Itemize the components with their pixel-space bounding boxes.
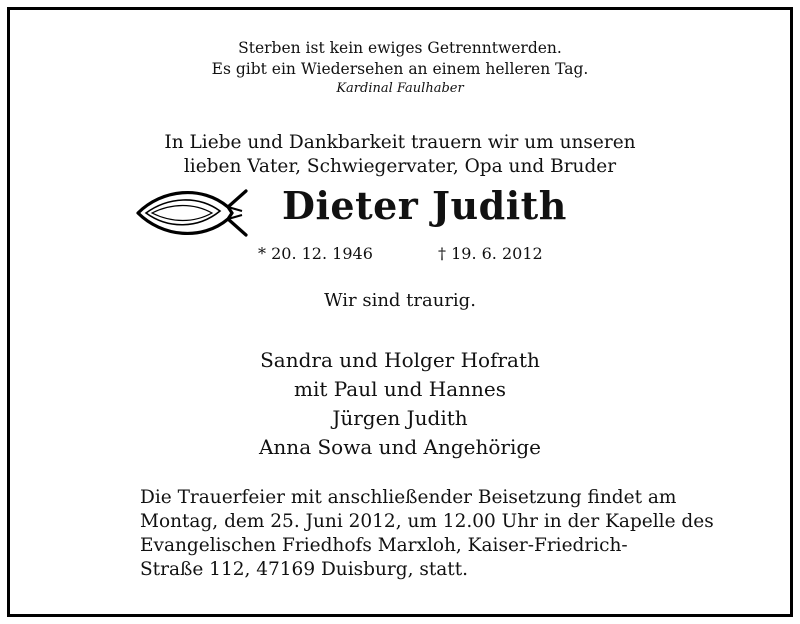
quote-block	[0, 38, 800, 98]
mourner-line: Sandra und Holger Hofrath	[260, 348, 540, 372]
death-date: † 19. 6. 2012	[438, 244, 543, 263]
mourning-message: Wir sind traurig.	[324, 290, 476, 311]
mourner-line: Jürgen Judith	[332, 406, 468, 430]
service-line: Die Trauerfeier mit anschließender Beisetzung findet am	[140, 487, 677, 508]
mourner-line: mit Paul und Hannes	[293, 377, 507, 401]
service-line: Montag, dem 25. Juni 2012, um 12.00 Uhr in der Kapelle des	[140, 511, 714, 532]
intro-block	[0, 131, 800, 179]
service-line: Evangelischen Friedhofs Marxloh, Kaiser-Friedrich-	[140, 535, 628, 556]
intro-line-1: In Liebe und Dankbarkeit trauern wir um unseren	[164, 132, 636, 153]
deceased-name: Dieter Judith	[282, 183, 567, 228]
birth-date: * 20. 12. 1946	[258, 244, 373, 263]
mourner-line: Anna Sowa und Angehörige	[258, 435, 542, 459]
funeral-service-notice	[140, 486, 714, 582]
intro-line-2: lieben Vater, Schwiegervater, Opa und Bruder	[183, 156, 617, 177]
quote-author: Kardinal Faulhaber	[336, 81, 464, 96]
quote-line-1: Sterben ist kein ewiges Getrenntwerden.	[238, 39, 562, 57]
service-line: Straße 112, 47169 Duisburg, statt.	[140, 559, 469, 580]
ichthys-fish-icon	[132, 185, 250, 241]
quote-line-2: Es gibt ein Wiedersehen an einem helleren Tag.	[211, 60, 589, 78]
mourners-list	[0, 346, 800, 462]
